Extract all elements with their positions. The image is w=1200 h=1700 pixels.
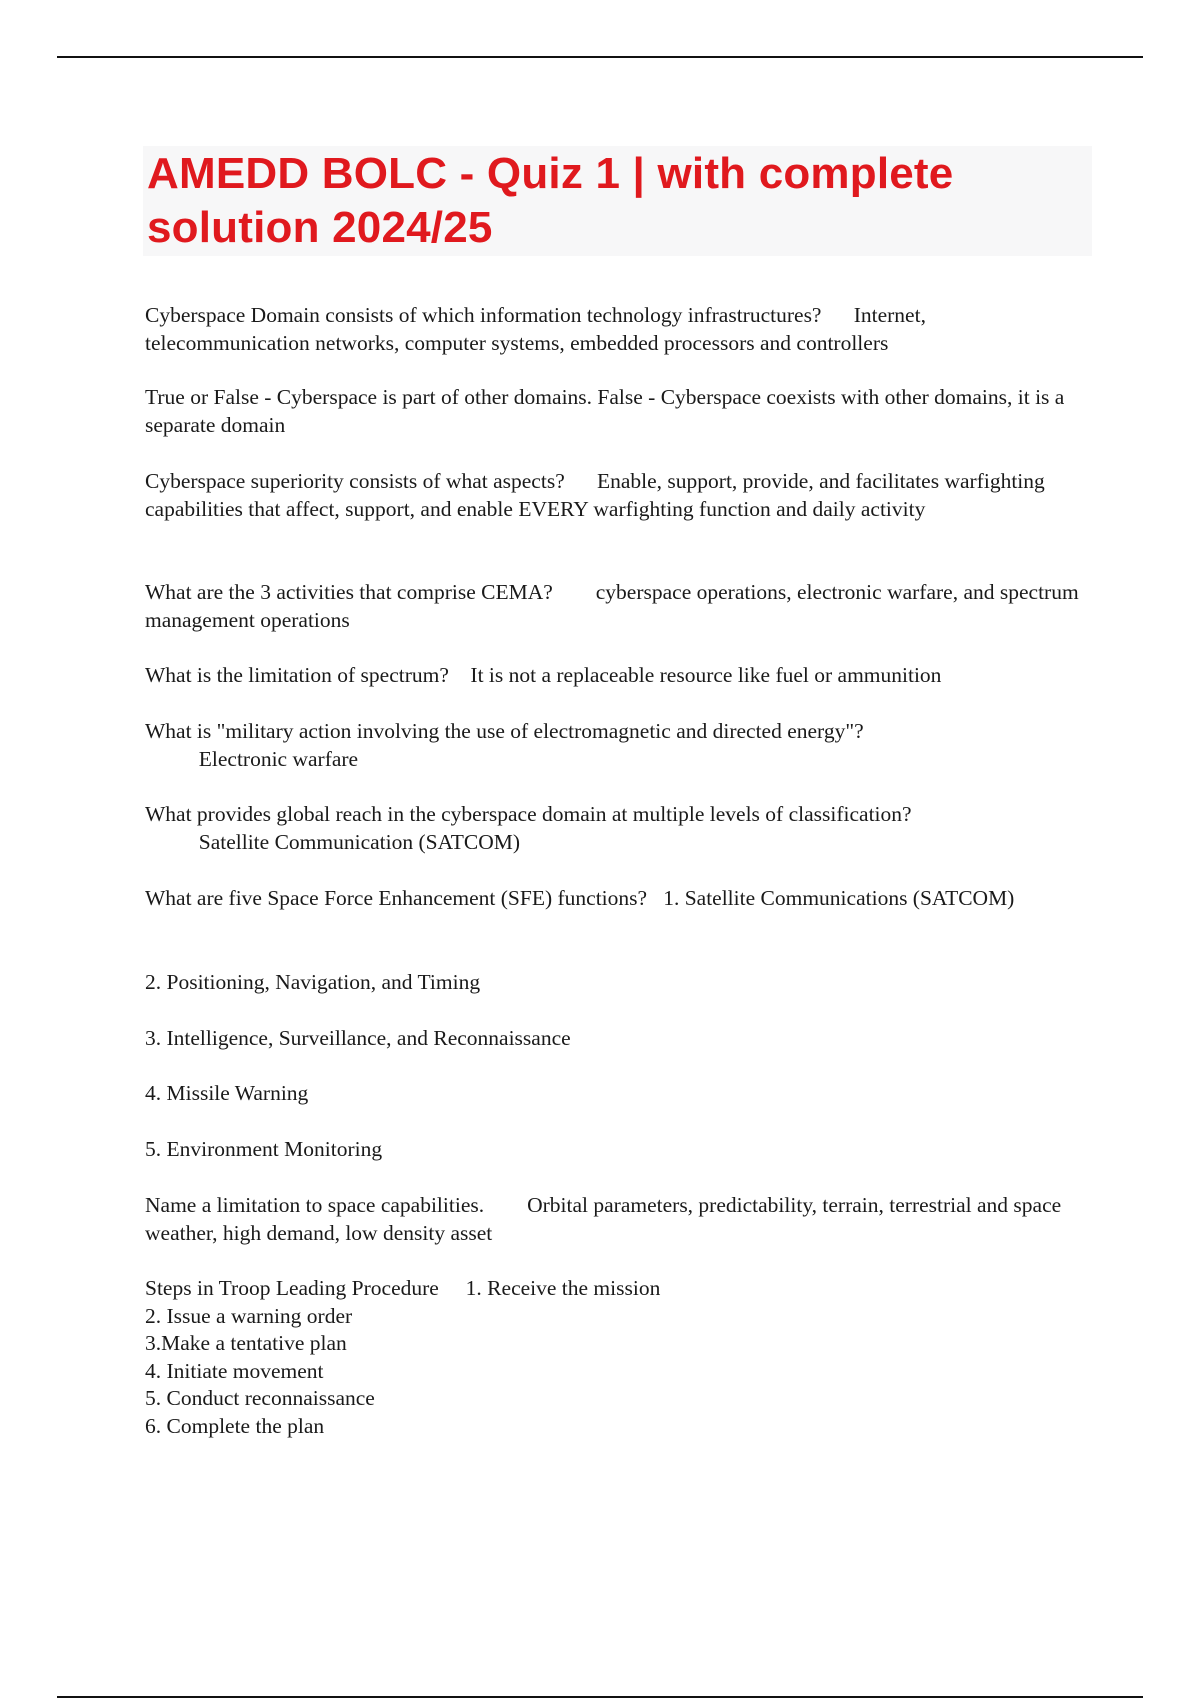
qa-item-cyberspace-superiority: Cyberspace superiority consists of what aspects? Enable, support, provide, and facilitates warfighting capabilities that affect, support, and enable EVERY warfighting function and daily activity: [145, 469, 1051, 521]
list-item: 4. Missile Warning: [145, 1081, 309, 1105]
list-item: 5. Environment Monitoring: [145, 1137, 383, 1161]
qa-item-cema-activities: What are the 3 activities that comprise CEMA? cyberspace operations, electronic warfare, and spectrum management operations: [145, 580, 1085, 632]
list-item: 2. Positioning, Navigation, and Timing: [145, 970, 481, 994]
qa-item-sfe-functions: What are five Space Force Enhancement (SFE) functions? 1. Satellite Communications (SATCOM): [145, 886, 1015, 910]
qa-item-space-limitation: Name a limitation to space capabilities. Orbital parameters, predictability, terrain, terrestrial and space weather, high demand, low density asset: [145, 1193, 1067, 1245]
title-banner: [143, 146, 1092, 256]
document-title: AMEDD BOLC - Quiz 1 | with complete solution 2024/25: [147, 149, 954, 252]
top-rule: [57, 56, 1143, 58]
qa-item-electronic-warfare: What is "military action involving the use of electromagnetic and directed energy"? Electronic warfare: [145, 719, 864, 771]
qa-item-spectrum-limitation: What is the limitation of spectrum? It is not a replaceable resource like fuel or ammunition: [145, 663, 942, 687]
qa-item-troop-leading-procedure: Steps in Troop Leading Procedure 1. Receive the mission 2. Issue a warning order 3.Make a tentative plan 4. Initiate movement 5. Conduct reconnaissance 6. Complete the plan: [145, 1276, 661, 1438]
qa-item-cyberspace-part-of-domains: True or False - Cyberspace is part of other domains. False - Cyberspace coexists with other domains, it is a separate domain: [145, 385, 1070, 437]
qa-item-satcom: What provides global reach in the cyberspace domain at multiple levels of classification? Satellite Communication (SATCOM): [145, 802, 912, 854]
qa-item-cyberspace-domain: Cyberspace Domain consists of which information technology infrastructures? Internet, telecommunication networks, computer systems, embedded processors and controllers: [145, 303, 932, 355]
list-item: 3. Intelligence, Surveillance, and Reconnaissance: [145, 1026, 571, 1050]
bottom-rule: [57, 1696, 1143, 1698]
